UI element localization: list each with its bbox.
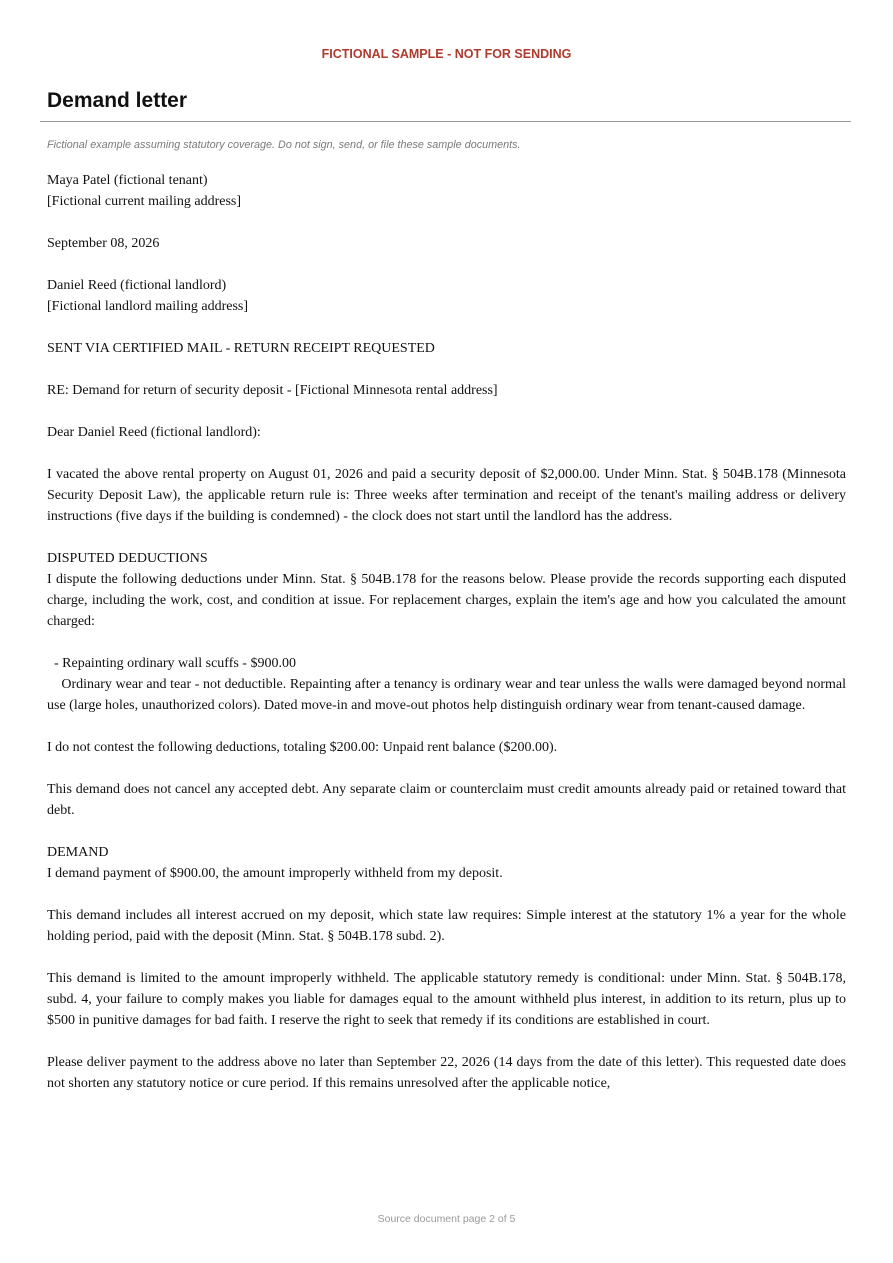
demand-heading: DEMAND [47,845,109,860]
disputed-item-reason: Ordinary wear and tear - not deductible. Repainting after a tenancy is ordinary wear and tear unless the walls were damaged beyond normal use (large holes, unauthorized colors). Dated move-in and move-out photos help distinguish ordinary wear from tenant-caused damage. [47,677,847,713]
disputed-section [47,548,846,632]
intro-paragraph: I vacated the above rental property on August 01, 2026 and paid a security deposit of $2,000.00. Under Minn. Stat. § 504B.178 (Minnesota Security Deposit Law), the applicable return rule is: Three weeks after termination and receipt of the tenant's mailing address or delivery instructions (five days if the building is condemned) - the clock does not start until the landlord has the address. [47,467,846,524]
demand-text: I demand payment of $900.00, the amount improperly withheld from my deposit. [47,866,503,881]
letter-date: September 08, 2026 [47,236,160,251]
remedy-paragraph: This demand is limited to the amount improperly withheld. The applicable statutory remedy is conditional: under Minn. Stat. § 504B.178, subd. 4, your failure to comply makes you liable for damages equal to the amount withheld plus interest, in addition to its return, plus up to $500 in punitive damages for bad faith. I reserve the right to seek that remedy if its conditions are established in court. [47,971,846,1028]
disputed-item-text [47,677,846,713]
uncontested-paragraph: I do not contest the following deductions, totaling $200.00: Unpaid rent balance ($200.00). [47,740,558,755]
salutation: Dear Daniel Reed (fictional landlord): [47,425,261,440]
title-divider [40,121,851,122]
disputed-item [47,653,846,716]
recipient-name: Daniel Reed (fictional landlord) [47,278,227,293]
document-title: Demand letter [47,89,188,112]
sender-block [47,170,846,212]
recipient-address: [Fictional landlord mailing address] [47,299,249,314]
disputed-text: I dispute the following deductions under Minn. Stat. § 504B.178 for the reasons below. Please provide the records supporting each disputed charge, including the work, cost, and condition at issue. For replacement charges, explain the item's age and how you calculated the amount charged: [47,572,846,629]
delivery-method: SENT VIA CERTIFIED MAIL - RETURN RECEIPT REQUESTED [47,341,435,356]
demand-section [47,842,846,884]
sender-name: Maya Patel (fictional tenant) [47,173,208,188]
disputed-item-title: - Repainting ordinary wall scuffs - $900.00 [54,656,296,671]
letter-body [47,170,846,1094]
disputed-heading: DISPUTED DEDUCTIONS [47,551,208,566]
disclaimer-note: Fictional example assuming statutory coverage. Do not sign, send, or file these sample documents. [47,139,521,151]
sample-banner: FICTIONAL SAMPLE - NOT FOR SENDING [321,47,572,61]
interest-paragraph: This demand includes all interest accrued on my deposit, which state law requires: Simple interest at the statutory 1% a year for the whole holding period, paid with the deposit (Minn. Stat. § 504B.178 subd. 2). [47,908,846,944]
sender-address: [Fictional current mailing address] [47,194,241,209]
debt-note-paragraph: This demand does not cancel any accepted debt. Any separate claim or counterclaim must credit amounts already paid or retained toward that debt. [47,782,846,818]
recipient-block [47,275,846,317]
subject-line: RE: Demand for return of security deposit - [Fictional Minnesota rental address] [47,383,498,398]
page-footer: Source document page 2 of 5 [377,1213,516,1225]
payment-paragraph: Please deliver payment to the address above no later than September 22, 2026 (14 days from the date of this letter). This requested date does not shorten any statutory notice or cure period. If this remains unresolved after the applicable notice, [47,1055,846,1091]
